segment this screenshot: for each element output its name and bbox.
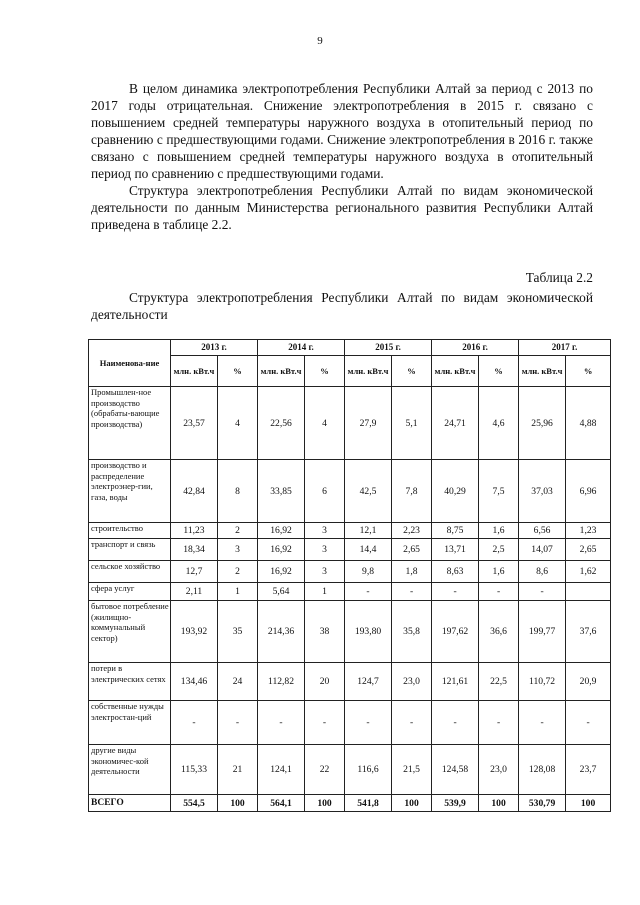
mln-kwh-cell: 16,92 xyxy=(258,539,305,561)
mln-kwh-cell: 2,11 xyxy=(171,583,218,601)
mln-kwh-cell: 24,71 xyxy=(432,387,479,460)
mln-kwh-cell: 554,5 xyxy=(171,795,218,812)
row-name-cell: ВСЕГО xyxy=(89,795,171,812)
unit-header-mln: млн. кВт.ч xyxy=(432,356,479,387)
mln-kwh-cell: - xyxy=(519,701,566,745)
percent-cell: 8 xyxy=(218,460,258,523)
unit-header-pct: % xyxy=(218,356,258,387)
paragraph-dynamics: В целом динамика электропотребления Республики Алтай за период с 2013 по 2017 годы отрицательная. Снижение электропотребления в 2015 г. связано с повышением средней температуры наружного воздуха в отопительный период по сравнению с предшествующими годами. Снижение электропотребления в 2016 г. также связано с повышением средней температуры наружного воздуха в отопительный период по сравнению с предшествующими годами. xyxy=(91,81,593,181)
percent-cell: 21 xyxy=(218,745,258,795)
percent-cell: 35,8 xyxy=(392,601,432,663)
percent-cell: 100 xyxy=(218,795,258,812)
row-name-cell: потери в электрических сетях xyxy=(89,663,171,701)
percent-cell: 22 xyxy=(305,745,345,795)
row-name-cell: сфера услуг xyxy=(89,583,171,601)
percent-cell xyxy=(566,583,611,601)
percent-cell: 3 xyxy=(218,539,258,561)
mln-kwh-cell: 199,77 xyxy=(519,601,566,663)
row-name-cell: производство и распределение электроэнер-гии, газа, воды xyxy=(89,460,171,523)
unit-header-mln: млн. кВт.ч xyxy=(345,356,392,387)
table-row xyxy=(89,561,611,583)
percent-cell: 5,1 xyxy=(392,387,432,460)
mln-kwh-cell: 112,82 xyxy=(258,663,305,701)
mln-kwh-cell: 193,92 xyxy=(171,601,218,663)
mln-kwh-cell: - xyxy=(432,701,479,745)
row-name-cell: транспорт и связь xyxy=(89,539,171,561)
table-label: Таблица 2.2 xyxy=(525,270,593,285)
body-text xyxy=(91,80,593,233)
mln-kwh-cell: 5,64 xyxy=(258,583,305,601)
percent-cell: 2,23 xyxy=(392,523,432,539)
percent-cell: 4,88 xyxy=(566,387,611,460)
percent-cell: 2 xyxy=(218,561,258,583)
mln-kwh-cell: 121,61 xyxy=(432,663,479,701)
mln-kwh-cell: 27,9 xyxy=(345,387,392,460)
percent-cell: 6 xyxy=(305,460,345,523)
percent-cell: 7,8 xyxy=(392,460,432,523)
mln-kwh-cell: - xyxy=(345,583,392,601)
percent-cell: 4,6 xyxy=(479,387,519,460)
mln-kwh-cell: 193,80 xyxy=(345,601,392,663)
mln-kwh-cell: 8,75 xyxy=(432,523,479,539)
mln-kwh-cell: 33,85 xyxy=(258,460,305,523)
year-header-2016: 2016 г. xyxy=(432,340,519,356)
percent-cell: - xyxy=(479,583,519,601)
percent-cell: 37,6 xyxy=(566,601,611,663)
mln-kwh-cell: 12,1 xyxy=(345,523,392,539)
table-row xyxy=(89,745,611,795)
percent-cell: 38 xyxy=(305,601,345,663)
percent-cell: 6,96 xyxy=(566,460,611,523)
mln-kwh-cell: 42,84 xyxy=(171,460,218,523)
percent-cell: 3 xyxy=(305,561,345,583)
percent-cell: 2,65 xyxy=(566,539,611,561)
percent-cell: - xyxy=(566,701,611,745)
percent-cell: 3 xyxy=(305,523,345,539)
mln-kwh-cell: 197,62 xyxy=(432,601,479,663)
mln-kwh-cell: 16,92 xyxy=(258,561,305,583)
row-name-cell: строительство xyxy=(89,523,171,539)
unit-header-mln: млн. кВт.ч xyxy=(171,356,218,387)
paragraph-structure: Структура электропотребления Республики Алтай по видам экономической деятельности по данным Министерства регионального развития Республики Алтай приведена в таблице 2.2. xyxy=(91,183,593,232)
percent-cell: 100 xyxy=(392,795,432,812)
table-row xyxy=(89,523,611,539)
mln-kwh-cell: 134,46 xyxy=(171,663,218,701)
mln-kwh-cell: 6,56 xyxy=(519,523,566,539)
unit-header-mln: млн. кВт.ч xyxy=(519,356,566,387)
percent-cell: 23,0 xyxy=(479,745,519,795)
mln-kwh-cell: - xyxy=(345,701,392,745)
percent-cell: 1,23 xyxy=(566,523,611,539)
percent-cell: 1,62 xyxy=(566,561,611,583)
percent-cell: - xyxy=(305,701,345,745)
mln-kwh-cell: 9,8 xyxy=(345,561,392,583)
percent-cell: 20 xyxy=(305,663,345,701)
mln-kwh-cell: 16,92 xyxy=(258,523,305,539)
mln-kwh-cell: 18,34 xyxy=(171,539,218,561)
percent-cell: - xyxy=(392,701,432,745)
mln-kwh-cell: 22,56 xyxy=(258,387,305,460)
percent-cell: 20,9 xyxy=(566,663,611,701)
mln-kwh-cell: 530,79 xyxy=(519,795,566,812)
percent-cell: 100 xyxy=(305,795,345,812)
mln-kwh-cell: 214,36 xyxy=(258,601,305,663)
percent-cell: 21,5 xyxy=(392,745,432,795)
mln-kwh-cell: 40,29 xyxy=(432,460,479,523)
mln-kwh-cell: 541,8 xyxy=(345,795,392,812)
percent-cell: 2 xyxy=(218,523,258,539)
mln-kwh-cell: 14,4 xyxy=(345,539,392,561)
percent-cell: 35 xyxy=(218,601,258,663)
percent-cell: 100 xyxy=(566,795,611,812)
unit-header-pct: % xyxy=(392,356,432,387)
year-header-2015: 2015 г. xyxy=(345,340,432,356)
table-row xyxy=(89,701,611,745)
row-name-cell: сельское хозяйство xyxy=(89,561,171,583)
percent-cell: 7,5 xyxy=(479,460,519,523)
percent-cell: - xyxy=(392,583,432,601)
name-column-header: Наименова-ние xyxy=(89,340,171,387)
unit-header-pct: % xyxy=(566,356,611,387)
electricity-structure-table xyxy=(88,339,611,812)
percent-cell: 1 xyxy=(305,583,345,601)
row-name-cell: собственные нужды электростан-ций xyxy=(89,701,171,745)
unit-header-pct: % xyxy=(479,356,519,387)
mln-kwh-cell: 124,1 xyxy=(258,745,305,795)
percent-cell: 4 xyxy=(305,387,345,460)
mln-kwh-cell: 539,9 xyxy=(432,795,479,812)
percent-cell: 100 xyxy=(479,795,519,812)
unit-header-pct: % xyxy=(305,356,345,387)
table-row xyxy=(89,387,611,460)
mln-kwh-cell: 37,03 xyxy=(519,460,566,523)
mln-kwh-cell: 116,6 xyxy=(345,745,392,795)
unit-header-mln: млн. кВт.ч xyxy=(258,356,305,387)
percent-cell: 36,6 xyxy=(479,601,519,663)
percent-cell: 23,7 xyxy=(566,745,611,795)
table-row xyxy=(89,460,611,523)
percent-cell: 3 xyxy=(305,539,345,561)
percent-cell: 24 xyxy=(218,663,258,701)
row-name-cell: Промышлен-ное производство (обрабаты-вающие производства) xyxy=(89,387,171,460)
row-name-cell: бытовое потребление (жилищно-коммунальный сектор) xyxy=(89,601,171,663)
mln-kwh-cell: 564,1 xyxy=(258,795,305,812)
percent-cell: 1,6 xyxy=(479,561,519,583)
year-header-2017: 2017 г. xyxy=(519,340,611,356)
mln-kwh-cell: 8,63 xyxy=(432,561,479,583)
percent-cell: - xyxy=(218,701,258,745)
table-body xyxy=(89,387,611,812)
mln-kwh-cell: 124,58 xyxy=(432,745,479,795)
mln-kwh-cell: 115,33 xyxy=(171,745,218,795)
mln-kwh-cell: 124,7 xyxy=(345,663,392,701)
table-row xyxy=(89,539,611,561)
mln-kwh-cell: 42,5 xyxy=(345,460,392,523)
percent-cell: 2,5 xyxy=(479,539,519,561)
table-caption-block xyxy=(91,289,593,323)
percent-cell: 1,8 xyxy=(392,561,432,583)
percent-cell: 22,5 xyxy=(479,663,519,701)
mln-kwh-cell: 8,6 xyxy=(519,561,566,583)
mln-kwh-cell: 128,08 xyxy=(519,745,566,795)
year-header-2013: 2013 г. xyxy=(171,340,258,356)
year-header-2014: 2014 г. xyxy=(258,340,345,356)
mln-kwh-cell: - xyxy=(519,583,566,601)
percent-cell: 1,6 xyxy=(479,523,519,539)
percent-cell: 4 xyxy=(218,387,258,460)
percent-cell: 2,65 xyxy=(392,539,432,561)
table-caption: Структура электропотребления Республики Алтай по видам экономической деятельности xyxy=(91,290,593,322)
table-row xyxy=(89,583,611,601)
percent-cell: 1 xyxy=(218,583,258,601)
row-name-cell: другие виды экономичес-кой деятельности xyxy=(89,745,171,795)
mln-kwh-cell: 23,57 xyxy=(171,387,218,460)
table-row xyxy=(89,601,611,663)
mln-kwh-cell: 12,7 xyxy=(171,561,218,583)
mln-kwh-cell: 14,07 xyxy=(519,539,566,561)
mln-kwh-cell: 13,71 xyxy=(432,539,479,561)
percent-cell: - xyxy=(479,701,519,745)
mln-kwh-cell: - xyxy=(258,701,305,745)
mln-kwh-cell: 11,23 xyxy=(171,523,218,539)
mln-kwh-cell: 110,72 xyxy=(519,663,566,701)
percent-cell: 23,0 xyxy=(392,663,432,701)
mln-kwh-cell: - xyxy=(432,583,479,601)
mln-kwh-cell: 25,96 xyxy=(519,387,566,460)
table-row xyxy=(89,663,611,701)
mln-kwh-cell: - xyxy=(171,701,218,745)
page-number: 9 xyxy=(317,35,323,47)
table-total-row xyxy=(89,795,611,812)
